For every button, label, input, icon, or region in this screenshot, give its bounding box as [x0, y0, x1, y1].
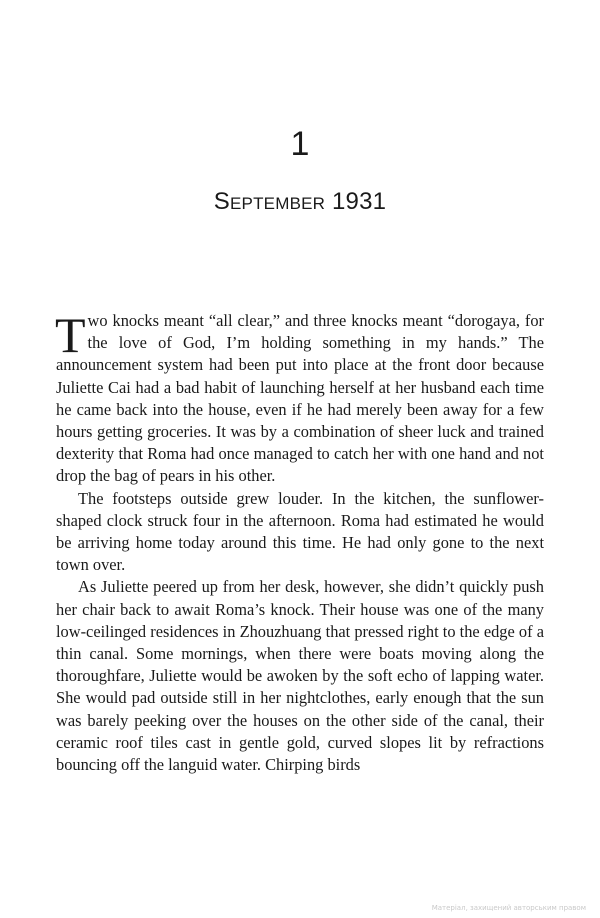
- paragraph: The footsteps outside grew louder. In the kitchen, the sunflower-shaped clock struck four in the afternoon. Roma had estimated he would be arriving home today around this time. He had only gone to the next town over.: [56, 488, 544, 575]
- copyright-watermark: Матеріал, захищений авторським правом: [431, 904, 586, 912]
- paragraph: [55, 307, 544, 488]
- paragraph: As Juliette peered up from her desk, however, she didn’t quickly push her chair back to await Roma’s knock. Their house was one of the many low-ceilinged residences in Zhouzhuang that pressed right to the edge of a thin canal. Some mornings, when there were boats moving along the thoroughfare, Juliette would be awoken by the soft echo of lapping water. She would pad outside still in her nightclothes, early enough that the sun was barely peeking over the houses on the other side of the canal, their ceramic roof tiles cast in gentle gold, curved slopes lit by refractions bouncing off the languid water. Chirping birds: [56, 577, 544, 775]
- chapter-title: September 1931: [213, 188, 387, 215]
- paragraph-text: wo knocks meant “all clear,” and three knocks meant “dorogaya, for the love of God, I’m holding something in my hands.” The announcement system had been put into place at the front door because Juliette Cai had a bad habit of launching herself at her husband each time he came back into the house, even if he had merely been away for a few hours getting groceries. It was by a combination of sheer luck and trained dexterity that Roma had once managed to catch her with one hand and not drop the bag of pears in his other.: [56, 311, 544, 486]
- chapter-body: [55, 307, 544, 776]
- drop-cap: T: [55, 307, 86, 363]
- chapter-number: 1: [290, 125, 310, 163]
